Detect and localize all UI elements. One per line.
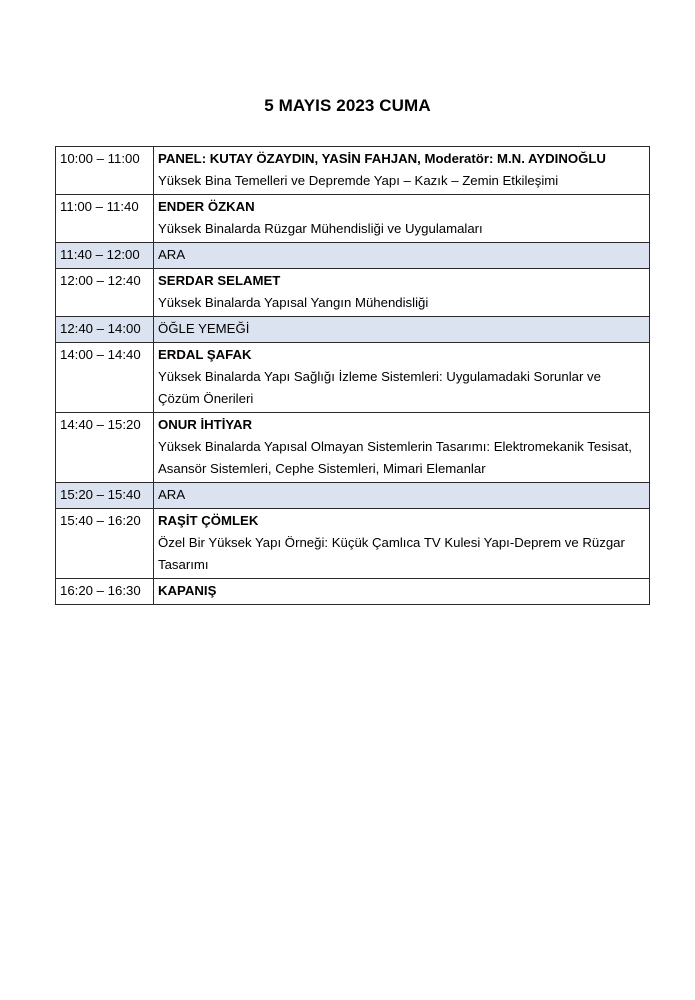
break-row [56, 483, 650, 509]
session-speaker: PANEL: KUTAY ÖZAYDIN, YASİN FAHJAN, Moderatör: M.N. AYDINOĞLU [158, 151, 606, 166]
break-label: ÖĞLE YEMEĞİ [158, 321, 250, 336]
table-row [56, 343, 650, 413]
break-row [56, 243, 650, 269]
table-row [56, 147, 650, 195]
session-content [154, 243, 650, 269]
session-content [154, 343, 650, 413]
session-content [154, 483, 650, 509]
session-topic: Özel Bir Yüksek Yapı Örneği: Küçük Çamlıca TV Kulesi Yapı-Deprem ve Rüzgar Tasarımı [158, 535, 625, 572]
break-row [56, 317, 650, 343]
break-label: ARA [158, 487, 186, 502]
session-topic: Yüksek Binalarda Rüzgar Mühendisliği ve Uygulamaları [158, 221, 483, 236]
session-time: 14:40 – 15:20 [56, 413, 154, 483]
table-row [56, 195, 650, 243]
session-topic: Yüksek Binalarda Yapısal Yangın Mühendisliği [158, 295, 429, 310]
session-time: 11:00 – 11:40 [56, 195, 154, 243]
session-content [154, 413, 650, 483]
session-topic: Yüksek Binalarda Yapı Sağlığı İzleme Sistemleri: Uygulamadaki Sorunlar ve Çözüm Önerileri [158, 369, 601, 406]
break-label: ARA [158, 247, 186, 262]
session-topic: Yüksek Binalarda Yapısal Olmayan Sistemlerin Tasarımı: Elektromekanik Tesisat, Asansör Sistemleri, Cephe Sistemleri, Mimari Elemanlar [158, 439, 632, 476]
session-content [154, 317, 650, 343]
session-time: 11:40 – 12:00 [56, 243, 154, 269]
session-time: 12:00 – 12:40 [56, 269, 154, 317]
session-speaker: ERDAL ŞAFAK [158, 347, 252, 362]
session-content [154, 509, 650, 579]
table-row [56, 413, 650, 483]
session-speaker: KAPANIŞ [158, 583, 217, 598]
session-speaker: ONUR İHTİYAR [158, 417, 253, 432]
session-speaker: SERDAR SELAMET [158, 273, 281, 288]
table-row [56, 579, 650, 605]
table-row [56, 269, 650, 317]
session-time: 14:00 – 14:40 [56, 343, 154, 413]
schedule-table [55, 146, 650, 605]
session-content [154, 579, 650, 605]
session-time: 10:00 – 11:00 [56, 147, 154, 195]
page-title: 5 MAYIS 2023 CUMA [264, 96, 431, 115]
session-speaker: ENDER ÖZKAN [158, 199, 255, 214]
session-time: 12:40 – 14:00 [56, 317, 154, 343]
session-content [154, 195, 650, 243]
session-content [154, 269, 650, 317]
table-row [56, 509, 650, 579]
session-time: 16:20 – 16:30 [56, 579, 154, 605]
session-time: 15:40 – 16:20 [56, 509, 154, 579]
session-content [154, 147, 650, 195]
session-speaker: RAŞİT ÇÖMLEK [158, 513, 259, 528]
session-time: 15:20 – 15:40 [56, 483, 154, 509]
session-topic: Yüksek Bina Temelleri ve Depremde Yapı – Kazık – Zemin Etkileşimi [158, 173, 559, 188]
